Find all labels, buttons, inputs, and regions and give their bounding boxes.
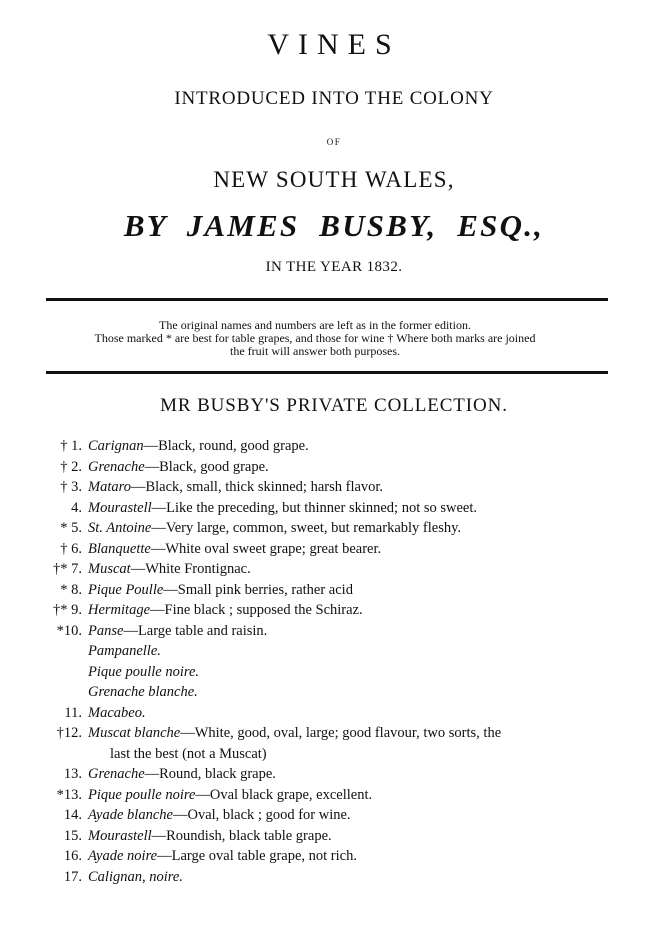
entry-description: —Black, good grape. [144,458,269,475]
entry-description: —White Frontignac. [130,561,251,577]
author-line: BY JAMES BUSBY, ESQ., [123,208,545,243]
entry-text [88,580,353,601]
entry-name: Muscat [88,561,131,577]
entry-name: Ayade blanche [88,807,173,823]
entry-description: —Large oval table grape, not rich. [157,848,357,864]
entry-text [88,457,269,478]
entry-description: —White, good, oval, large; good flavour, two sorts, the [180,725,502,741]
entry-name: Calignan, noire. [88,868,183,885]
entry-text [88,826,332,847]
entry-description: —Fine black ; supposed the Schiraz. [150,602,363,618]
divider-bottom [46,371,608,374]
entry-text [88,867,183,888]
list-item [0,621,668,642]
entry-name: Grenache blanche. [88,684,198,700]
entry-description: —Black, round, good grape. [143,438,309,454]
section-title: MR BUSBY'S PRIVATE COLLECTION. [160,395,508,416]
entry-name: Mourastell [88,499,152,516]
divider-top [46,298,608,301]
entry-name: Muscat blanche [88,725,181,741]
entry-number: 14. [63,807,82,823]
list-item [0,477,668,498]
list-item [0,436,668,457]
entry-text [88,785,372,806]
entry-name: Mourastell [88,827,152,844]
subtitle-line-3: NEW SOUTH WALES, [213,167,455,192]
entry-number: † 2. [60,458,82,475]
list-item [0,785,668,806]
list-item [0,805,668,826]
entry-description: —Very large, common, sweet, but remarkably fleshy. [151,520,462,536]
entry-name: Grenache [88,458,145,475]
entry-text [88,723,501,744]
list-item [0,580,668,601]
entry-number: † 1. [60,438,82,454]
list-item [0,744,668,765]
list-item [0,723,668,744]
entry-text [88,621,267,642]
entry-description: —Black, small, thick skinned; harsh flavor. [130,479,384,495]
entry-description: —Round, black grape. [144,766,276,782]
entry-number: * 8. [60,581,82,598]
note-line-2: Those marked * are best for table grapes, and those for wine † Where both marks are joined [94,331,536,345]
entry-text [88,662,199,683]
entry-name: Pique poulle noire. [88,663,200,680]
entry-name: Panse [88,622,124,639]
entry-name: Pique poulle noire [88,786,196,803]
entry-description: —White oval sweet grape; great bearer. [150,540,382,557]
entry-text [88,518,461,539]
entry-text [88,600,363,621]
entry-text [88,559,251,580]
entry-number: †* 9. [53,602,82,618]
entry-number: † 6. [60,540,82,557]
entry-list [0,436,668,887]
list-item [0,764,668,785]
entry-name: Hermitage [88,602,151,618]
entry-name: Pampanelle. [88,643,161,659]
entry-number: 4. [71,499,82,516]
entry-description: —Like the preceding, but thinner skinned; not so sweet. [151,499,478,516]
entry-name: St. Antoine [88,520,152,536]
entry-description: last the best (not a Muscat) [110,745,267,762]
entry-number: † 3. [60,479,82,495]
subtitle-line-2: OF [326,137,342,147]
list-item [0,826,668,847]
year-line: IN THE YEAR 1832. [265,259,403,275]
entry-text [88,539,381,560]
entry-text [88,703,146,724]
list-item [0,457,668,478]
entry-name: Mataro [88,479,131,495]
entry-number: *13. [56,786,82,803]
entry-name: Blanquette [88,540,151,557]
page-title: VINES [267,28,401,61]
list-item [0,539,668,560]
entry-text [88,805,351,826]
list-item [0,703,668,724]
entry-name: Grenache [88,766,145,782]
entry-number: * 5. [60,520,82,536]
entry-number: †* 7. [53,561,82,577]
list-item [0,641,668,662]
entry-text [88,764,276,785]
list-item [0,518,668,539]
entry-description: —Oval, black ; good for wine. [172,807,351,823]
entry-text [88,846,357,867]
list-item [0,846,668,867]
entry-number: 11. [64,704,82,721]
list-item [0,600,668,621]
entry-description: —Roundish, black table grape. [151,827,332,844]
entry-name: Pique Poulle [88,581,164,598]
list-item [0,498,668,519]
note-line-3: the fruit will answer both purposes. [230,344,400,358]
entry-description: —Small pink berries, rather acid [163,581,353,598]
entry-number: *10. [56,622,82,639]
entry-number: †12. [56,725,82,741]
entry-number: 15. [63,827,82,844]
entry-number: 16. [63,848,82,864]
entry-name: Macabeo. [88,704,146,721]
entry-description: —Large table and raisin. [123,622,268,639]
entry-text [88,641,161,662]
entry-name: Ayade noire [88,848,158,864]
entry-number: 13. [63,766,82,782]
entry-text [88,682,198,703]
list-item [0,682,668,703]
list-item [0,662,668,683]
note-line-1: The original names and numbers are left as in the former edition. [159,318,471,332]
subtitle-line-1: INTRODUCED INTO THE COLONY [174,88,494,109]
entry-description: —Oval black grape, excellent. [195,786,373,803]
entry-text [88,436,309,457]
list-item [0,867,668,888]
entry-text [88,498,477,519]
list-item [0,559,668,580]
entry-name: Carignan [88,438,144,454]
entry-text [88,477,383,498]
entry-number: 17. [63,868,82,885]
entry-text [110,744,267,765]
